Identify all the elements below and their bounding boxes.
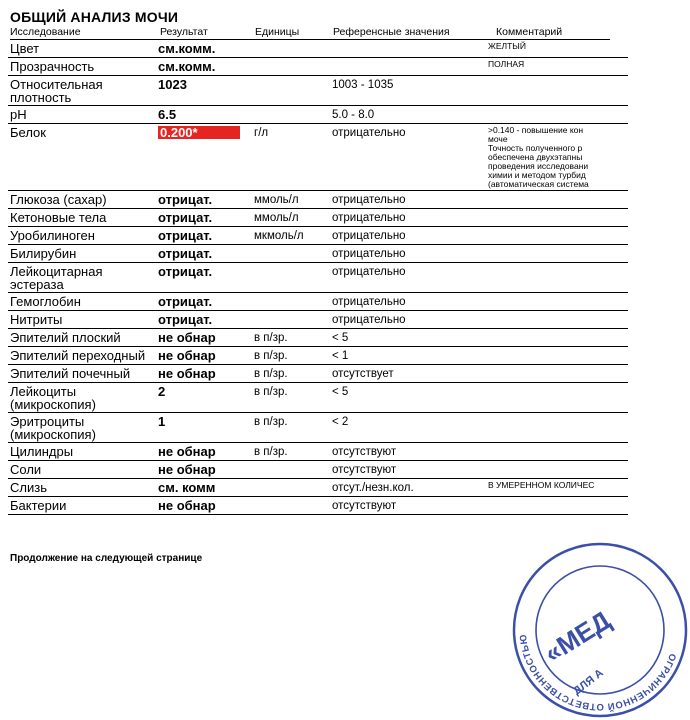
table-row — [8, 329, 628, 347]
table-row — [8, 124, 628, 191]
test-reference — [330, 58, 486, 76]
test-comment — [486, 76, 628, 106]
table-row — [8, 365, 628, 383]
table-row — [8, 40, 628, 58]
table-row — [8, 76, 628, 106]
table-row — [8, 497, 628, 515]
test-name: Эпителий переходный — [8, 347, 156, 365]
test-reference: < 1 — [330, 347, 486, 365]
test-name: Относительная плотность — [8, 76, 156, 106]
test-comment — [486, 106, 628, 124]
test-comment — [486, 365, 628, 383]
test-comment — [486, 347, 628, 365]
test-units: в п/зр. — [252, 329, 330, 347]
test-reference: отсут./незн.кол. — [330, 479, 486, 497]
test-units — [252, 58, 330, 76]
test-result: не обнар — [156, 329, 252, 347]
test-name: Эритроциты (микроскопия) — [8, 413, 156, 443]
table-row — [8, 58, 628, 76]
test-result: отрицат. — [156, 209, 252, 227]
table-row — [8, 227, 628, 245]
comment-line: химии и методом турбид — [488, 170, 586, 180]
comment-line: ПОЛНАЯ — [488, 59, 525, 69]
test-result: отрицат. — [156, 191, 252, 209]
table-row — [8, 383, 628, 413]
test-units: в п/зр. — [252, 443, 330, 461]
test-name: Билирубин — [8, 245, 156, 263]
test-reference: отрицательно — [330, 263, 486, 293]
test-reference: отрицательно — [330, 245, 486, 263]
test-comment — [486, 443, 628, 461]
table-row — [8, 209, 628, 227]
test-units — [252, 245, 330, 263]
test-comment — [486, 124, 628, 191]
test-comment — [486, 263, 628, 293]
test-reference: < 2 — [330, 413, 486, 443]
test-result: отрицат. — [156, 293, 252, 311]
test-result: отрицат. — [156, 311, 252, 329]
test-result: см.комм. — [156, 40, 252, 58]
test-units — [252, 106, 330, 124]
comment-line: моче — [488, 134, 508, 144]
test-result: отрицат. — [156, 245, 252, 263]
table-row — [8, 245, 628, 263]
test-units: г/л — [252, 124, 330, 191]
test-comment — [486, 245, 628, 263]
comment-line: проведения исследовани — [488, 161, 589, 171]
test-units — [252, 497, 330, 515]
table-row — [8, 191, 628, 209]
test-result — [156, 124, 252, 191]
test-units — [252, 311, 330, 329]
test-comment — [486, 413, 628, 443]
test-name: Белок — [8, 124, 156, 191]
test-units: ммоль/л — [252, 209, 330, 227]
comment-line: (автоматическая система — [488, 179, 589, 189]
header-reference: Референсные значения — [333, 26, 450, 38]
header-test: Исследование — [10, 26, 81, 38]
header-comment: Комментарий — [496, 26, 563, 38]
test-reference: 1003 - 1035 — [330, 76, 486, 106]
test-name: Кетоновые тела — [8, 209, 156, 227]
test-comment — [486, 497, 628, 515]
test-units — [252, 479, 330, 497]
continuation-note: Продолжение на следующей странице — [10, 553, 203, 564]
test-result: не обнар — [156, 347, 252, 365]
table-header — [10, 26, 610, 40]
test-comment — [486, 227, 628, 245]
table-row — [8, 443, 628, 461]
test-comment — [486, 40, 628, 58]
test-comment — [486, 311, 628, 329]
test-name: Прозрачность — [8, 58, 156, 76]
test-result: отрицат. — [156, 227, 252, 245]
test-units: в п/зр. — [252, 365, 330, 383]
test-units: в п/зр. — [252, 413, 330, 443]
test-comment — [486, 191, 628, 209]
test-name: Цилиндры — [8, 443, 156, 461]
test-name: Эпителий плоский — [8, 329, 156, 347]
test-comment — [486, 329, 628, 347]
test-result: не обнар — [156, 365, 252, 383]
test-name: Уробилиноген — [8, 227, 156, 245]
header-result: Результат — [160, 26, 208, 38]
test-reference: отрицательно — [330, 311, 486, 329]
test-result: 1 — [156, 413, 252, 443]
test-reference: отрицательно — [330, 209, 486, 227]
test-units — [252, 461, 330, 479]
test-name: Глюкоза (сахар) — [8, 191, 156, 209]
test-reference: отсутствуют — [330, 443, 486, 461]
test-reference: отсутствуют — [330, 497, 486, 515]
test-name: pH — [8, 106, 156, 124]
test-result: см.комм. — [156, 58, 252, 76]
test-units: ммоль/л — [252, 191, 330, 209]
test-reference: отрицательно — [330, 227, 486, 245]
test-comment — [486, 209, 628, 227]
test-result: отрицат. — [156, 263, 252, 293]
table-row — [8, 106, 628, 124]
test-name: Лейкоцитарная эстераза — [8, 263, 156, 293]
test-name: Эпителий почечный — [8, 365, 156, 383]
test-reference: < 5 — [330, 383, 486, 413]
test-name: Слизь — [8, 479, 156, 497]
test-comment — [486, 383, 628, 413]
test-name: Нитриты — [8, 311, 156, 329]
test-name: Гемоглобин — [8, 293, 156, 311]
test-name: Бактерии — [8, 497, 156, 515]
test-result: не обнар — [156, 461, 252, 479]
stamp-outer-text: ОГРАНИЧЕННОЙ ОТВЕТСТВЕННОСТЬЮ — [517, 633, 678, 713]
test-units — [252, 76, 330, 106]
test-reference: отсутствуют — [330, 461, 486, 479]
stamp-inner-text: «МЕД — [538, 604, 616, 669]
comment-line: ЖЕЛТЫЙ — [488, 41, 526, 51]
comment-line: В УМЕРЕННОМ КОЛИЧЕС — [488, 480, 595, 490]
test-comment — [486, 58, 628, 76]
page-title: ОБЩИЙ АНАЛИЗ МОЧИ — [10, 9, 179, 25]
table-row — [8, 293, 628, 311]
table-row — [8, 479, 628, 497]
test-units: мкмоль/л — [252, 227, 330, 245]
test-units: в п/зр. — [252, 347, 330, 365]
test-units — [252, 293, 330, 311]
test-result: 1023 — [156, 76, 252, 106]
comment-line: Точность полученного р — [488, 143, 583, 153]
table-row — [8, 263, 628, 293]
table-row — [8, 347, 628, 365]
test-result: 6.5 — [156, 106, 252, 124]
test-result: 2 — [156, 383, 252, 413]
test-result: не обнар — [156, 443, 252, 461]
test-units — [252, 40, 330, 58]
test-units — [252, 263, 330, 293]
test-comment — [486, 293, 628, 311]
abnormal-result-flag: 0.200* — [158, 126, 240, 139]
table-row — [8, 413, 628, 443]
stamp-seal — [510, 540, 690, 720]
table-row — [8, 461, 628, 479]
test-reference: отсутствует — [330, 365, 486, 383]
test-reference: отрицательно — [330, 124, 486, 191]
test-reference: 5.0 - 8.0 — [330, 106, 486, 124]
results-table — [8, 40, 628, 515]
test-reference: отрицательно — [330, 293, 486, 311]
comment-line: >0.140 - повышение кон — [488, 125, 584, 135]
comment-line: обеспечена двухэтапны — [488, 152, 583, 162]
header-units: Единицы — [255, 26, 300, 38]
test-reference: < 5 — [330, 329, 486, 347]
test-reference: отрицательно — [330, 191, 486, 209]
test-name: Соли — [8, 461, 156, 479]
table-row — [8, 311, 628, 329]
test-reference — [330, 40, 486, 58]
test-result: см. комм — [156, 479, 252, 497]
test-name: Цвет — [8, 40, 156, 58]
test-result: не обнар — [156, 497, 252, 515]
test-comment — [486, 479, 628, 497]
stamp-bottom-text: ДЛЯ А — [571, 666, 606, 698]
test-units: в п/зр. — [252, 383, 330, 413]
test-comment — [486, 461, 628, 479]
test-name: Лейкоциты (микроскопия) — [8, 383, 156, 413]
